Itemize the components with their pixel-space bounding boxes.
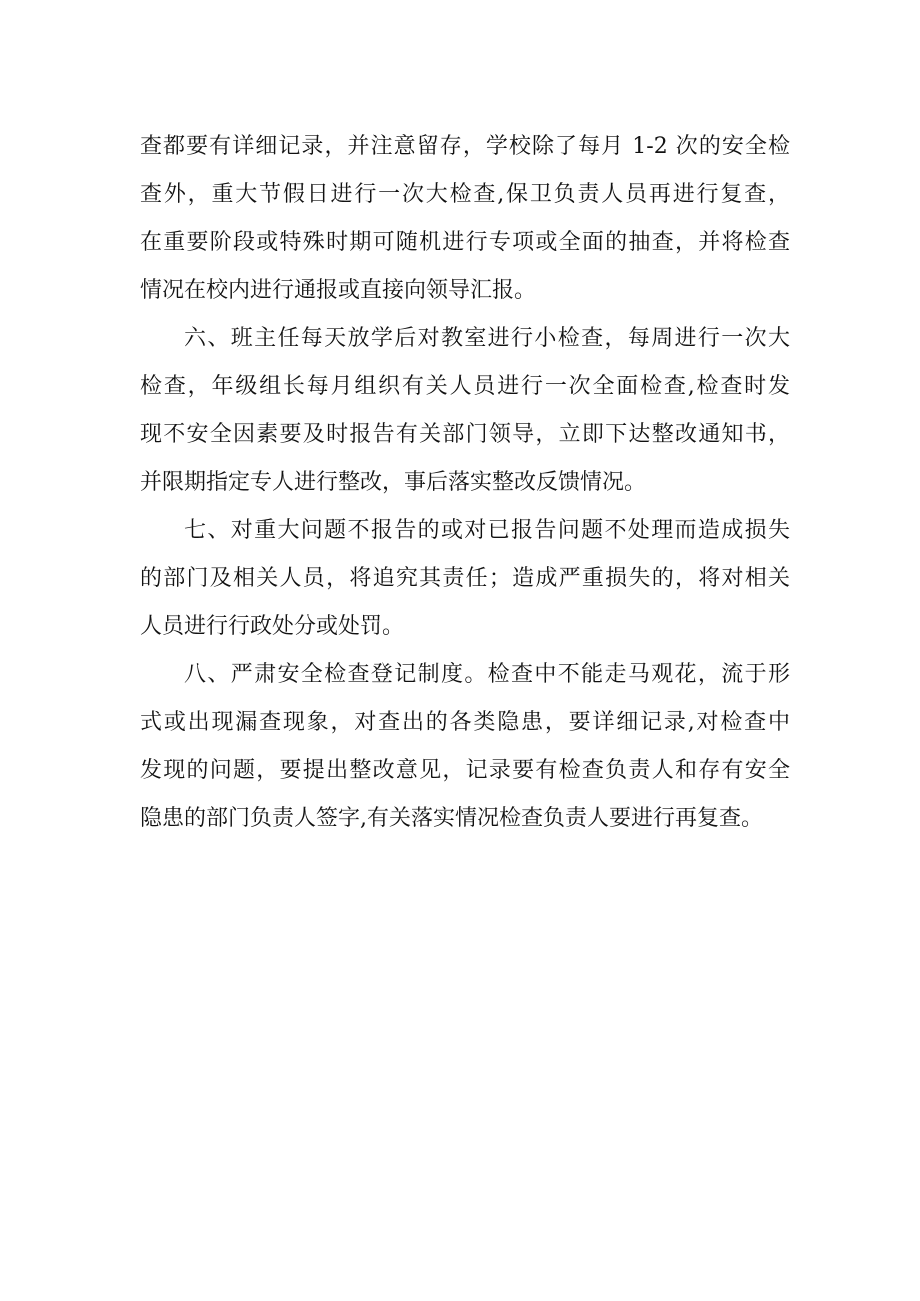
paragraph-line: 八、严肃安全检查登记制度。检查中不能走马观花，流于形 [184, 662, 790, 687]
paragraph-eight [140, 651, 790, 843]
paragraph-seven [140, 507, 790, 651]
paragraph-line: 检查，年级组长每月组织有关人员进行一次全面检查,检查时发 [140, 374, 790, 399]
paragraph-line: 并限期指定专人进行整改，事后落实整改反馈情况。 [140, 470, 647, 495]
paragraph-line: 查都要有详细记录，并注意留存，学校除了每月 1-2 次的安全检 [140, 134, 790, 159]
paragraph-line: 情况在校内进行通报或直接向领导汇报。 [140, 278, 537, 303]
paragraph-line: 六、班主任每天放学后对教室进行小检查，每周进行一次大 [184, 326, 790, 351]
paragraph-line: 发现的问题，要提出整改意见，记录要有检查负责人和存有安全 [140, 758, 790, 783]
document-body [140, 123, 790, 843]
paragraph-line: 现不安全因素要及时报告有关部门领导，立即下达整改通知书， [140, 422, 790, 447]
paragraph-line: 查外，重大节假日进行一次大检查,保卫负责人员再进行复查， [140, 182, 790, 207]
paragraph-line: 式或出现漏查现象，对查出的各类隐患，要详细记录,对检查中 [140, 710, 790, 735]
paragraph-six [140, 315, 790, 507]
paragraph-continued [140, 123, 790, 315]
paragraph-line: 人员进行行政处分或处罚。 [140, 614, 405, 639]
paragraph-line: 七、对重大问题不报告的或对已报告问题不处理而造成损失 [184, 518, 790, 543]
paragraph-line: 在重要阶段或特殊时期可随机进行专项或全面的抽查，并将检查 [140, 230, 790, 255]
paragraph-line: 的部门及相关人员，将追究其责任；造成严重损失的，将对相关 [140, 566, 790, 591]
paragraph-line: 隐患的部门负责人签字,有关落实情况检查负责人要进行再复查。 [140, 806, 763, 831]
